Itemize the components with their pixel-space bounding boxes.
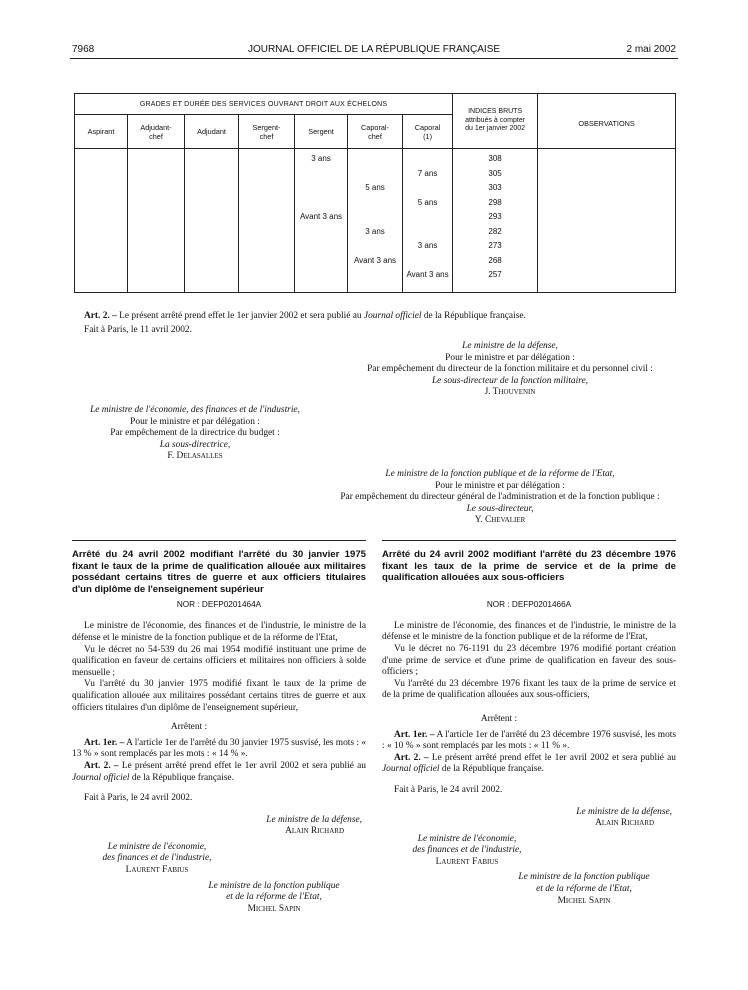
issue-date: 2 mai 2002 (626, 44, 676, 55)
right-sig3-role-2: et de la réforme de l'Etat, (536, 884, 632, 895)
journal-title: JOURNAL OFFICIEL DE LA RÉPUBLIQUE FRANÇAISE (247, 44, 501, 55)
left-preamble: Le ministre de l'économie, des finances et de l'industrie, le ministre de la défense et le ministre de la fonction publique et de la réforme de l'Etat, (72, 621, 366, 643)
left-sig1-role: Le ministre de la défense, (266, 814, 362, 825)
left-sig2-role-2: des finances et de l'industrie, (102, 853, 212, 864)
left-art1: Art. 1er. – A l'article 1er de l'arrêté du 30 janvier 1975 susvisé, les mots : « 13 % » sont remplacés par les mots : « 14 % ». (72, 737, 367, 760)
right-article-nor: NOR : DEFP0201466A (486, 599, 572, 609)
left-sig2-role-1: Le ministre de l'économie, (107, 841, 207, 852)
done-top: Fait à Paris, le 11 avril 2002. (84, 325, 192, 335)
table-cell: 3 ans (311, 154, 331, 163)
cell-sergent-chef (239, 149, 295, 293)
cell-caporal (403, 149, 453, 293)
col-sergent-chef: Sergent- chef (239, 115, 295, 149)
cell-aspirant (75, 149, 128, 293)
page-number: 7968 (72, 44, 95, 55)
table-cell: 303 (488, 183, 502, 192)
table-cell: 282 (488, 226, 502, 236)
table-cell (295, 196, 347, 211)
table-cell (295, 268, 347, 283)
right-sig3-name: Michel Sapin (557, 895, 611, 906)
table-cell: 3 ans (365, 226, 385, 236)
right-sig2-role-2: des finances et de l'industrie, (412, 845, 522, 856)
col-aspirant: Aspirant (75, 115, 128, 149)
left-done: Fait à Paris, le 24 avril 2002. (84, 793, 193, 804)
cell-adjudant-chef (128, 149, 185, 293)
table-cell (348, 210, 402, 225)
left-article-nor: NOR : DEFP0201464A (176, 600, 262, 610)
left-sig2-name: Laurent Fabius (125, 865, 189, 876)
signature-fonction-top: Le ministre de la fonction publique et de la réforme de l'Etat, Pour le ministre et par délégation : Par empêchement du directeur général de l'administration et de la fonction publique : Le sous-directeur, Y. Chevalier (340, 469, 660, 526)
table-cell: 5 ans (417, 197, 438, 207)
signature-defense-top: Le ministre de la défense, Pour le ministre et par délégation : Par empêchement du directeur de la fonction militaire et du personnel civil : Le sous-directeur de la fonction militaire, J. Thouvenin (367, 341, 653, 398)
right-sig2-role-1: Le ministre de l'économie, (417, 833, 517, 844)
right-article-title: Arrêté du 24 avril 2002 modifiant l'arrêté du 23 décembre 1976 fixant les taux de la prime de service et de la prime de qualification allouées aux sous-officiers (382, 549, 676, 584)
table-cell: Avant 3 ans (406, 270, 449, 279)
table-cell (403, 152, 452, 167)
table-cell: Avant 3 ans (299, 212, 343, 221)
table-cell (403, 225, 452, 240)
table-cell: Avant 3 ans (353, 255, 397, 265)
right-sig1-name: Alain Richard (595, 818, 654, 829)
cell-sergent (295, 149, 348, 293)
col-caporal: Caporal (1) (403, 115, 453, 149)
right-arretent: Arrêtent : (480, 713, 518, 724)
left-sig3-role-2: et de la réforme de l'Etat, (226, 892, 322, 903)
cell-caporal-chef (348, 149, 403, 293)
table-cell (403, 210, 452, 225)
right-sig1-role: Le ministre de la défense, (576, 806, 672, 817)
table-cell (295, 239, 347, 254)
table-cell: 268 (488, 255, 502, 265)
col-adjudant: Adjudant (185, 115, 239, 149)
left-article-title: Arrêté du 24 avril 2002 modifiant l'arrêté du 30 janvier 1975 fixant le taux de la prime de qualification allouée aux militaires possédant certains titres de guerre et aux officiers titulaires d'un diplôme de l'enseignement supérieur (72, 549, 366, 595)
cell-indices (453, 149, 538, 293)
table-cell (348, 268, 402, 283)
right-sig3-role-1: Le ministre de la fonction publique (518, 872, 650, 883)
table-cell (348, 167, 402, 182)
table-cell: 273 (488, 241, 502, 250)
left-sig1-name: Alain Richard (285, 826, 344, 837)
header-rule (70, 58, 678, 59)
signature-economie-top: Le ministre de l'économie, des finances et de l'industrie, Pour le ministre et par délégation : Par empêchement de la directrice du budget : La sous-directrice, F. Delasalles (90, 405, 300, 462)
left-column-rule (72, 540, 366, 541)
table-caption: GRADES ET DURÉE DES SERVICES OUVRANT DROIT AUX ÉCHELONS (75, 94, 453, 115)
right-vu2: Vu l'arrêté du 23 décembre 1976 fixant les taux de la prime de service et de la prime de qualification allouées aux sous-officiers, (382, 678, 676, 701)
table-cell (295, 254, 347, 269)
right-preamble: Le ministre de l'économie, des finances et de l'industrie, le ministre de la défense et le ministre de la fonction publique et de la réforme de l'Etat, (382, 620, 676, 643)
table-cell: 308 (488, 154, 502, 163)
table-cell (403, 254, 452, 269)
grades-table (74, 93, 676, 293)
left-article (72, 549, 366, 915)
table-cell: 298 (488, 197, 502, 207)
col-adjudant-chef: Adjudant- chef (128, 115, 185, 149)
right-done: Fait à Paris, le 24 avril 2002. (394, 784, 503, 795)
table-cell: 7 ans (417, 168, 438, 178)
table-cell (295, 225, 347, 240)
table-cell (295, 181, 347, 196)
table-cell (403, 181, 452, 196)
table-cell (348, 196, 402, 211)
indices-header: INDICES BRUTS attribués à compter du 1er janvier 2002 (453, 94, 538, 149)
right-article (382, 549, 676, 907)
left-sig3-name: Michel Sapin (247, 903, 301, 914)
left-vu1: Vu le décret no 54-539 du 26 mai 1954 modifié instituant une prime de qualification en faveur de certains officiers et militaires non officiers à solde mensuelle ; (72, 644, 366, 678)
table-cell: 305 (488, 168, 502, 178)
cell-adjudant (185, 149, 239, 293)
left-arretent: Arrêtent : (170, 722, 208, 733)
right-art2: Art. 2. – Le présent arrêté prend effet le 1er avril 2002 et sera publié au Journal officiel de la République française. (382, 752, 676, 775)
table-cell (295, 167, 347, 182)
art2-top: Art. 2. – Le présent arrêté prend effet le 1er janvier 2002 et sera publié au Journal officiel de la République française. (84, 311, 526, 321)
right-art1: Art. 1er. – A l'article 1er de l'arrêté du 23 décembre 1976 susvisé, les mots : « 10 % » sont remplacés par les mots : « 11 % ». (382, 729, 677, 752)
table-cell: 257 (488, 270, 502, 279)
table-cell: 293 (488, 212, 502, 221)
table-cell: 5 ans (365, 183, 385, 192)
right-column-rule (382, 540, 676, 541)
table-cell (348, 239, 402, 254)
col-sergent: Sergent (295, 115, 348, 149)
observations-header: OBSERVATIONS (538, 94, 676, 149)
left-vu2: Vu l'arrêté du 30 janvier 1975 modifié fixant le taux de la prime de qualification allouée aux militaires possédant certains titres de guerre et aux officiers titulaires d'un diplôme de l'enseignement supérieur, (72, 679, 366, 713)
left-sig3-role-1: Le ministre de la fonction publique (208, 880, 340, 891)
col-caporal-chef: Caporal- chef (348, 115, 403, 149)
right-vu1: Vu le décret no 76-1191 du 23 décembre 1976 modifié portant création d'une prime de service et d'une prime de qualification en faveur des sous-officiers ; (382, 643, 676, 678)
right-sig2-name: Laurent Fabius (435, 856, 499, 867)
cell-observations (538, 149, 676, 293)
table-cell: 3 ans (417, 241, 438, 250)
table-cell (348, 152, 402, 167)
left-art2: Art. 2. – Le présent arrêté prend effet le 1er avril 2002 et sera publié au Journal officiel de la République française. (72, 760, 366, 783)
